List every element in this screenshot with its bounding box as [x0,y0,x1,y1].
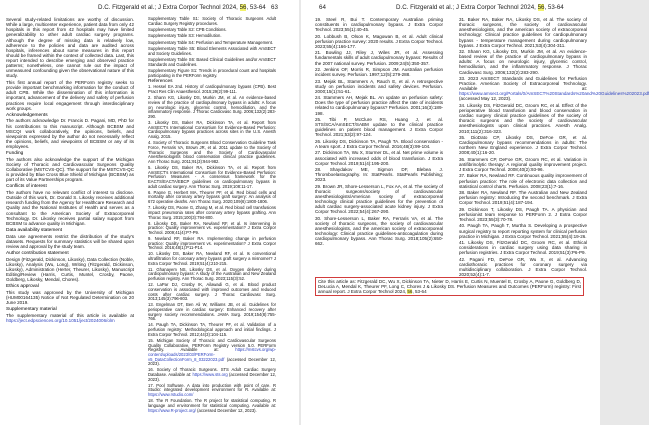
body-text: 5. Likosky DS, Baker RA, Dickinson TA, et al. Report from AmSECT's International Consortium for Evidence-Based Perfusion: Perfusion Measures - A consensus framework for the EACTS/EACTA/EBCP guidelines on cardiopulmonary bypass in adult cardiac surgery. Ann Thorac Surg. 2019;108:11-17. [148,164,276,189]
reference-link[interactable]: https://www.rstudio.com/ [148,392,194,398]
body-text: 40. Paugh TA, Paugh T, Murtha S. Developing a prospective surgical registry to report reporting system for clinical perfusion practice in Michigan. J Extra Corpor Technol. 2021;55(4):19-26. [459,223,587,239]
body-text: 28. Shaydakov ME, Sigmon DF, Blebea J. Thromboelastography. In: StatPearls. StatPearls Publishing; 2023. [315,167,443,183]
section-heading [6,184,134,189]
paragraph [6,190,134,226]
body-text: The authors have no relevant conflict of interest to disclose. Outside of this work, Dr. Donald S. Likosky receives additional research funding from the Agency for Healthcare Research and Quality and the National Institutes of Health and serves as a consultant to the American Society of Extracorporeal Technology. Dr. Likosky receives partial salary support from BCBSM to advance quality in Michigan. [6,190,134,226]
paragraph [6,80,134,111]
body-text: 41. Likosky DS, FitzGerald DC, Groom RC, et al. Ethical considerations in cardiac surgery using data sharing in perfusion registries. J Extra Corpor Technol. 2019;51(3):P6-P9. [459,240,587,256]
volume-highlight: 56 [239,4,247,11]
reference-entry [148,85,276,94]
body-text: Supplementary Table S6: Based Clinical Guidelines and/or AmSECT Standards and Guidelines. [148,56,276,67]
reference-entry [459,75,649,102]
reference-link[interactable]: https://mstcvs.org/wp-content/uploads/2023/03/PERForm-v5_DataCollectionForm_8_03222023.pdf [148,347,276,362]
reference-entry [148,206,276,220]
body-text: 17. Pool Software. A data into production with point of care. R Studio: integrated development environment for R. Available at: [148,382,276,393]
body-text: 32. Shann KG, Likosky DS, Murkin JM, et al. An evidence-based review of the practice of cardiopulmonary bypass in adults: A focus on neurologic injury, glycemic control, hemodilution, and the inflammatory response. J Thorac Cardiovasc Surg. 2006;132(2):283-290. [459,49,587,75]
body-text: 7. Likosky DS, Paone G, Zhang M, et al. Red blood cell transfusions impact pneumonia rates after coronary artery bypass grafting. Ann Thorac Surg. 2015;100(3):794-800. [148,205,276,220]
paragraph [148,47,276,56]
body-text: 36. Stammers CP, DeFoe GR, Groom RC, et al. Variation in antifibrinolytic therapy: A regional quality improvement project. J Extra Corpor Technol. 2008;40(2):93-96. [459,156,587,172]
body-text: 38. Baker RA, Newland RF. The Australian and New Zealand perfusion registry: Introducing the second benchmark. J Extra Corpor Technol. 2019;51(4):187-194. [459,190,587,206]
section-heading [6,251,134,256]
body-text: Conflicts of interest [6,184,47,190]
running-head: D.C. Fitzgerald et al.; J Extra Corpor Technol 2024, [396,4,538,11]
body-text: (accessed December 12, 2023). [148,356,276,367]
reference-entry [459,190,587,205]
body-text: 35. DioDato CP, Likosky DS, DeFoe GR, et al. Cardiopulmonary bypass recommendations in adults: The northern New England experience. J Extra Corpor Technol. 2008;40(1):16-20. [459,134,587,156]
reference-entry [148,96,276,120]
body-text: 18. The R Foundation. The R project for statistical computing. R language and environment for statistical computing. Available at: [148,398,276,408]
reference-entry [315,150,443,165]
body-text: 31. Baker RA, Baker RA, Likosky DS, et al. The society of thoracic surgeons, the society of cardiovascular anesthesiologists, and the american society of extracorporeal technology: Clinical practice guidelines for cardiopulmonary bypass - temperature management during cardiopulmonary bypass. J Extra Corpor Technol. 2021;53(4):304-311. [459,17,587,48]
body-text: Several study-related limitations are worthy of discussion. While a large, multicenter experience, patient data from only 42 hospitals in this report from 42 hospitals may have limited generalizability to other adult cardiac surgery programs. Although the degree of missing data is relatively low, adherence to the policies and data are audited across hospitals, inferences about some measures in this report should be framed within the context of collected data. Last, this report intended to describe emerging and observed practice patterns; nonetheless, one cannot rule out the impact of unmeasured confounding given the observational nature of this study. [6,17,134,79]
section-heading [6,284,134,289]
left-page [0,0,299,425]
citation-text: Cite this article as: Fitzgerald DC, Wu X, Dickinson TA, Nieter D, Harris E, Curtis N, Muentel E, Crosby A, Paone G, Goldberg D, DeLucia A, Mendal K, Theurer PF, Long C, Chores J & Likosky DS. Perfusion Measures and Outcomes (PERForm) registry: First annual report. J Extra Corpor Technol 2024, [318,279,581,295]
reference-entry [148,323,276,337]
body-text: The authors acknowledge Dr. Francis D. Pagani, MD, PhD for his contributions to this manuscript. Although BCBSM and MSCQI work collaboratively, the opinions, beliefs, and viewpoints expressed by the author do not necessarily reflect the opinions, beliefs, and viewpoints of BCBSM or any of its employees. [6,118,134,150]
body-text: 9. Newland RF, Baker RA. Implementing change in perfusion practice: Quality improvement vs. experimentation? J Extra Corpor Technol. 2016;48(1):P11-P14. [148,235,276,251]
reference-entry [315,50,443,65]
body-text: 27. Dickinson TA, Wu X, Sturmer DL, et al. Net prime volume is associated with increased odds of blood transfusion. J Extra Corpor Technol. 2019;51(4):195-200. [315,150,443,166]
body-text: (accessed May 12, 2023). [459,96,512,102]
reference-link[interactable]: https://www.R-project.org/ [148,407,196,413]
body-text: 10. Likosky DS, Baker RA, Newland RF, et al. Is conventional ultrafiltration for coronary artery bypass graft surgery a misnomer? J Extra Corpor Technol. 2019;51(4):210-215. [148,251,276,266]
reference-entry [148,191,276,205]
body-text: 39. Dickinson T, Likosky DS, Paugh TA. A physician and perfusionist team response to PERForm 2. J Extra Corpor Technol. 2023;55(3):70-78. [459,206,587,222]
paragraph [6,157,134,183]
body-text: The supplementary material of this article is available at [6,312,134,318]
body-text: 11. Ghanayem NS, Likosky DS, et al. Oxygen delivery during cardiopulmonary bypass: A study of the Australian and New Zealand perfusion registry. Ann Thorac Surg. 2023;115(3):52. [148,266,276,282]
reference-entry [315,34,443,49]
body-text: 13. Engelman DT, Ben Ali W, Williams JB, et al. Guidelines for perioperative care in cardiac surgery: Enhanced recovery after surgery society recommendations. JAMA Surg. 2019;154(8):755-766. [148,302,276,322]
reference-entry [459,173,587,188]
reference-entry [148,339,276,367]
reference-entry [315,79,443,94]
left-column [6,17,134,325]
body-text: 2. Shann KG, Likosky DS, Murkin JM, et al. An evidence-based review of the practice of cardiopulmonary bypass in adults: A focus on neurologic injury, glycemic control, hemodilution, and the inflammatory response. J Thorac Cardiovasc Surg. 2006;132(2):283-290. [148,95,276,119]
body-text: Supplementary Table S2: CPB Conditions. [148,27,227,32]
running-header [98,4,266,11]
body-text: 20. Lobbush B, Olson K, Magowan B, et al. Adult clinical perfusion practice survey: 2020 results. J Extra Corpor Technol. 2023;55(4):166-177. [315,33,443,49]
body-text: 23. Mejak BL, Stammers A, Rauch E, et al. A retrospective study on perfusion incidents and safety devices. Perfusion. 2000;15(1):51-61. [315,78,443,94]
reference-entry [148,141,276,165]
body-text: 8. Likosky DS, Baker RA, Newland RF, et al. Is intervening in practice: Quality improvement vs. experimentation? J Extra Corpor Technol. 2009;41(4):P7-P9. [148,220,276,235]
body-text: 37. Baker RA, Newland RF. Continuous quality improvement of perfusion practice: The role of electronic data collection and statistical control charts. Perfusion. 2008;23(1):7-16. [459,173,587,189]
body-text: 1. Hessel EA 2nd. History of cardiopulmonary bypass (CPB). Best Pract Res Clin Anaesthesiol. 2015;29(2):99-111. [148,84,276,95]
paragraph [6,290,134,305]
paragraph [148,69,276,78]
body-text: 6. Paone G, Herbert MA, Theurer PF, et al. Red blood cells and mortality after coronary artery bypass graft surgery: An analysis of 672 operative deaths. Ann Thorac Surg. 2020;109(6):1800-1806. [148,189,276,205]
body-text: This study was approved by the University of Michigan (HUM00164135) Notice of Not Regulated Determination on 20 June 2019. [6,289,134,305]
body-text: 12. LaPar DJ, Crosby IK, Ailawadi G, et al. Blood product conservation is associated with improved outcomes and reduced costs after cardiac surgery. J Thorac Cardiovasc Surg. 2013;145(3):796-803. [148,282,276,302]
section-heading [6,151,134,156]
body-text: Data availability statement [6,227,62,233]
body-text: This first annual report of the PERForm registry seeks to provide important benchmarking information for the conduct of adult CPB. While the dissemination of this information is important, advancement of the delivery and safety of perfusion practices require local engagement through interdisciplinary work groups. [6,80,134,111]
reference-entry [315,184,443,215]
body-text: Supplementary Table S4: Perfusion and Temperature Management. [148,39,274,45]
reference-link[interactable]: https://www.amsect.org/Portals/0/AmSECT%20Standards%20and%20Guidelines%202023.pdf [459,91,649,97]
reference-entry [148,303,276,322]
reference-entry [148,222,276,236]
body-text: References [148,78,173,84]
reference-entry [315,95,443,116]
page-range: , 53-64 [246,4,266,11]
reference-entry [459,240,587,255]
page-number: 63 [271,4,278,11]
body-text: 22. Jenkins OF, Morris R, Simpson JM. Australian perfusion incident survey. Perfusion. 1997;12(5):279-288. [315,67,443,78]
reference-entry [459,17,587,48]
body-text: The authors also acknowledge the support of the Michigan Society of Thoracic and Cardiovascular Surgeons Quality Collaborative (MSTCVS-QC). The support for the MSTCVS-QC is provided by Blue Cross Blue Shield of Michigan (BCBSM) as part of its Value Partnerships program. [6,156,134,183]
reference-entry [148,384,276,398]
right-page [301,0,649,425]
body-text: Supplementary Table S5: Blood Elements Associated with AmSECT and Society Guidelines. [148,45,276,56]
reference-entry [459,157,587,172]
reference-entry [459,257,587,278]
reference-entry [459,49,587,75]
body-text: Supplementary Table S1: Society of Thoracic Surgeons Adult Cardiac Surgery Registry procedures. [148,16,276,26]
body-text: Supplementary material [6,306,57,312]
body-text: 33. 2023 AmSECT Standards and Guidelines for Perfusion Practice. American Society of Extracorporeal Technology. Available at: [459,75,587,92]
paragraph [6,313,134,323]
citation-volume: 56 [407,289,413,295]
body-text: 34. Likosky DS, FitzGerald DC, Groom RC, et al. Effect of the perioperative blood transfusion and blood conservation in cardiac surgery clinical practice guidelines of the society of thoracic surgeons and the society of cardiovascular anesthesiologists upon clinical practices. Anesth Analg. 2010;111(2):316-323. [459,102,587,134]
section-heading [6,307,134,312]
reference-entry [148,368,276,382]
body-text: Funding [6,150,24,156]
reference-entry [315,167,443,182]
reference-entry [315,17,443,32]
body-text: 16. Society of Thoracic Surgeons. STS Adult Cardiac Surgery Database. Available at: [148,367,276,378]
section-heading [6,228,134,233]
body-text: Supplementary Figure S1: Trends in procedural count and hospitals participating in the PERForm registry. [148,67,276,78]
reference-entry [148,268,276,282]
reference-entry [148,283,276,302]
reference-entry [148,121,276,140]
reference-entry [148,237,276,251]
body-text: Supplementary Table S3: Hemodilution. [148,33,222,39]
reference-entry [315,216,443,247]
reference-entry [459,135,587,156]
body-text: 14. Paugh TA, Dickinson TA, Theurer PF, et al. Validation of a perfusion registry: Methodological approach and initial findings. J Extra Corpor Technol. 2012;44(3):104-115. [148,322,276,337]
body-text: Ethics approval [6,283,39,289]
paragraph [148,28,276,33]
paragraph [148,17,276,26]
citation-pages: , 53-64 [412,289,427,295]
paragraph [148,58,276,67]
body-text: 25. Tibi P, McClure RS, Huang J, et al. STS/SCA/AmSECT/SABM update to the clinical practice guidelines on patient blood management. J Extra Corpor Technol. 2021;53(2):97-124. [315,117,443,138]
reference-entry [315,139,443,149]
running-head: D.C. Fitzgerald et al.; J Extra Corpor Technol 2024, [98,4,240,11]
page-range: , 53-64 [544,4,564,11]
right-column [459,17,649,279]
body-text: Author contribution statement [6,250,69,256]
body-text: 24. Stammers AH, Mejak BL. An update on perfusion safety: Does the type of perfusion practice affect the rate of incidents related to cardiopulmonary bypass? Perfusion. 2001;16(3):189-198. [315,95,443,116]
reference-entry [148,399,276,413]
citation-box [315,277,584,296]
body-text: 21. Bowling JJ, Riley J, Wiles JR, et al. Assessing fundamentals skills of adult cardiopulmonary bypass: Results of the 2007 national survey. Perfusion. 2009;24(5):350-357. [315,50,443,66]
reference-entry [315,67,443,77]
body-text: (accessed December 12, 2023). [148,372,276,382]
reference-entry [148,166,276,190]
body-text: Data use agreements restrict the distribution of the study's datasets. Requests for summary statistics will be shared upon review and approval by the study team. [6,233,134,249]
body-text: (accessed December 12, 2023). [195,407,257,413]
body-text: 19. Steel R, Bui T. Contemporary Australian priming constituents in cardiopulmonary bypass. J Extra Corpor Technol. 2023;55(1):40-45. [315,17,443,33]
reference-entry [459,103,587,134]
paragraph [6,118,134,149]
body-text: 26. Likosky DS, Dickinson TA, Paugh TA. Blood conservation - A team sport. J Extra Corpor Technol. 2016;48(3):99-104. [315,138,443,149]
reference-entry [148,252,276,266]
reference-link[interactable]: https://ject.edpsciences.org/10.1051/ject/2024006/olm [6,317,115,323]
section-heading [6,113,134,118]
volume-highlight: 56 [537,4,545,11]
body-text: Design (Fitzgerald, Dickinson, Likosky), Data Collection (Noble, Likosky), Analysis (Wu, Long), Writing (Fitzgerald, Dickinson, Likosky), Administration (Herter, Theurer, Likosky), Manuscript Editing/Review (Harris, Curtis, Muntel, Crosby, Paone, Goldberg, Likosky, Mendal, Chores). [6,256,134,283]
body-text: Acknowledgements [6,112,48,118]
paragraph [6,257,134,283]
body-text: 42. Pagani FD, DeFoe GR, Wu X, et al. Advancing cardiothoracic practices for coronary surgery via multidisciplinary collaboration. J Extra Corpor Technol. 2020;52(4):1-7. [459,256,587,278]
reference-link[interactable]: https://www.sts.org [192,372,228,378]
paragraph [148,34,276,39]
body-text: 29. Brown JR, Shore-Lesserson L, Fox AA, et al. The society of thoracic surgeons/society of cardiovascular anesthesiologists/American society of extracorporeal technology clinical practice guidelines for the prevention of adult cardiac surgery-associated acute kidney injury. J Extra Corpor Technol. 2022;54(4):267-290. [315,183,443,215]
reference-entry [315,117,443,138]
running-header [396,4,564,11]
body-text: 30. Shore-Lesserson L, Baker RA, Ferraris VA, et al. The society of thoracic surgeons, the society of cardiovascular anesthesiologists, and the american society of extracorporeal technology: Clinical practice guidelines-anticoagulation during cardiopulmonary bypass. Ann Thorac Surg. 2018;105(2):650-662. [315,215,443,247]
reference-entry [459,207,587,222]
page-number: 64 [319,4,326,11]
paragraph [148,41,276,46]
paragraph [6,17,134,79]
body-text: 3. Likosky DS, Baker RA, Dickinson TA, et al. Report from AmSECT's International Consortium for Evidence-Based Perfusion: Cardiopulmonary bypass practices across sites in the U.S. Anesth Analg. 2015. [148,120,276,140]
body-text: 15. Michigan Society of Thoracic and Cardiovascular Surgeons Quality Collaborative. PERForm Registry version 5.0. PERForm Registry. Available at: [148,337,276,353]
paragraph [6,234,134,249]
reference-entry [459,223,587,238]
right-column [148,17,276,415]
body-text: 4. Society of Thoracic Surgeons Blood Conservation Guideline Task Force, Ferraris VA, Brown JR, et al. 2011 update to the Society of Thoracic Surgeons and the Society of Cardiovascular Anesthesiologists blood conservation clinical practice guidelines. Ann Thorac Surg. 2011;91(3):944-982. [148,140,276,164]
left-column [315,17,443,248]
